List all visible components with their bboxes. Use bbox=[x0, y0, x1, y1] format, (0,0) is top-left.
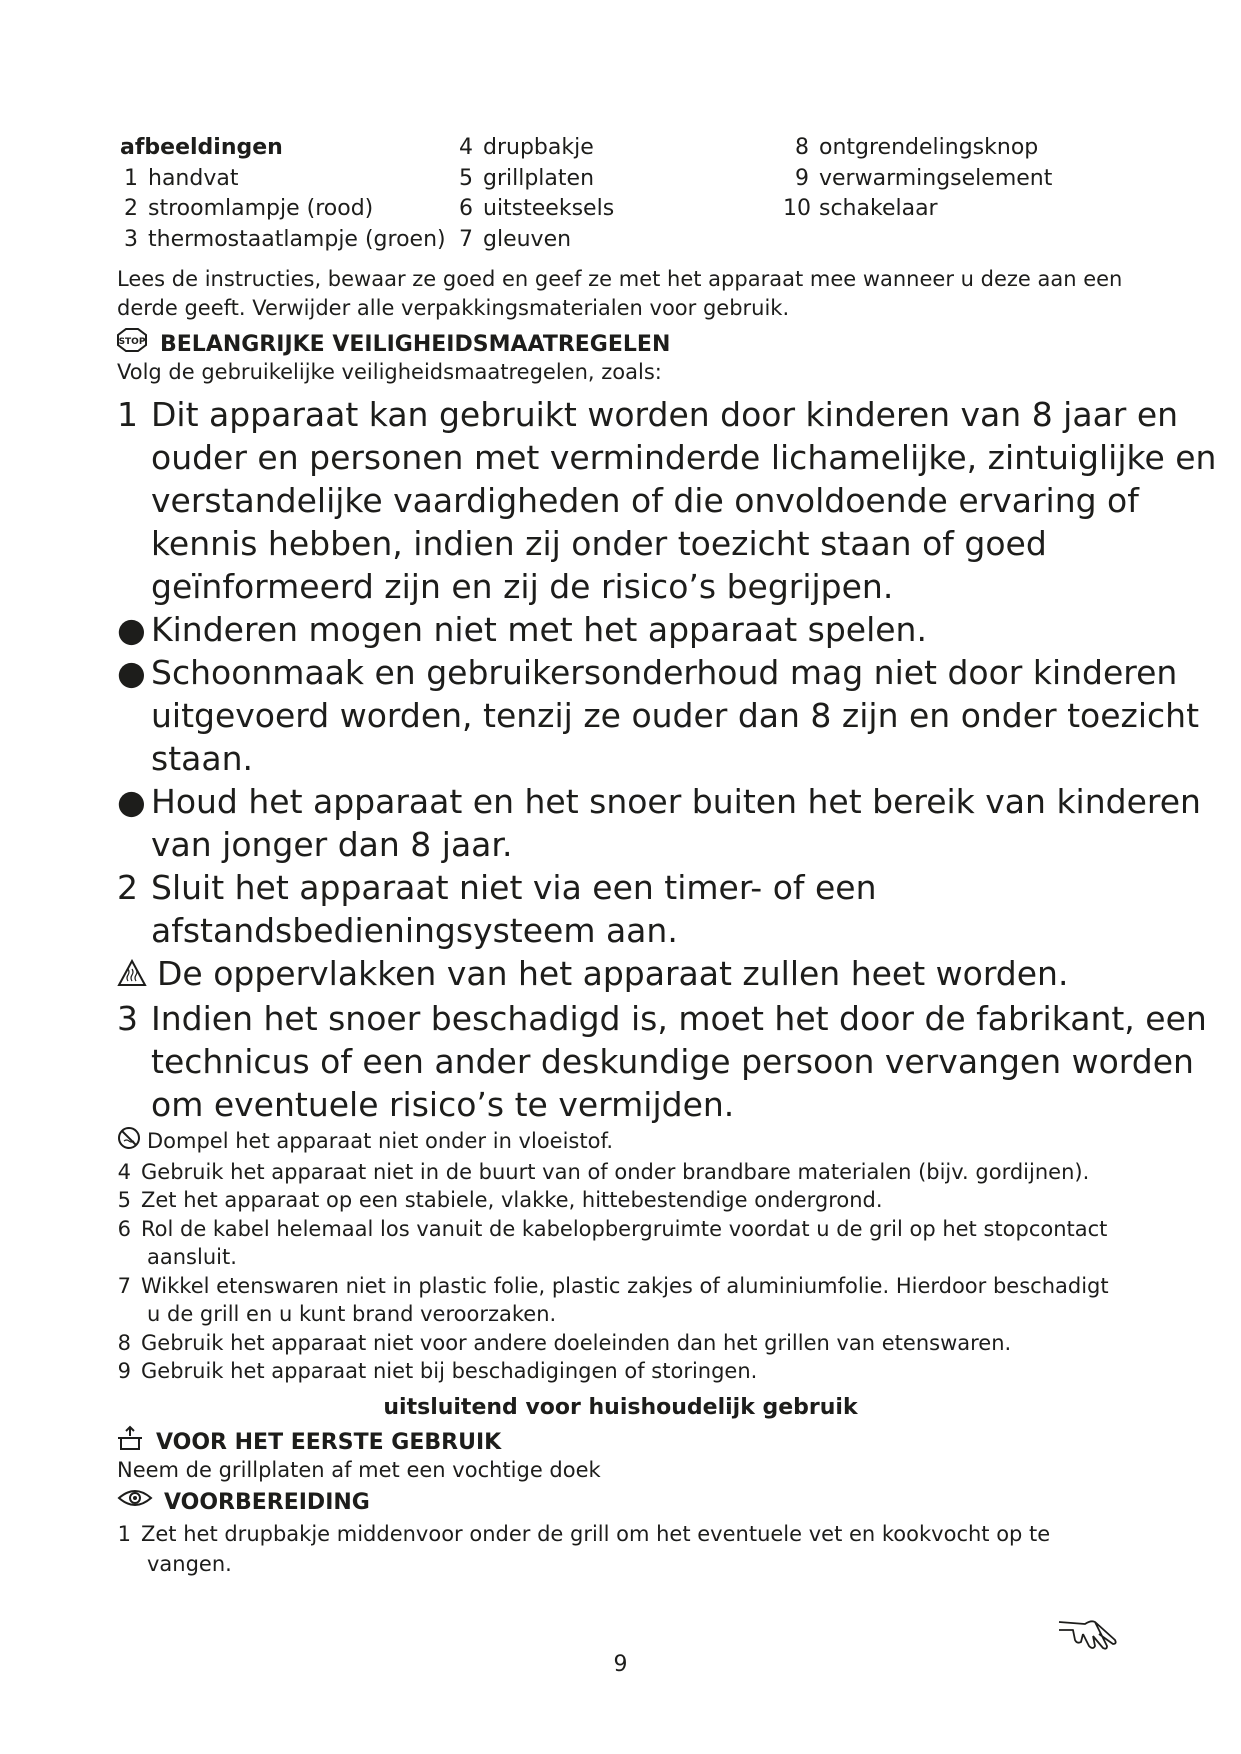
safety-item-3: 3 Indien het snoer beschadigd is, moet het door de fabrikant, een bbox=[117, 999, 1207, 1038]
figure-item: 4 drupbakje bbox=[459, 135, 594, 160]
preparation-heading-row bbox=[117, 1487, 370, 1518]
page-number: 9 bbox=[613, 1652, 628, 1677]
pointing-hand-icon bbox=[1055, 1600, 1121, 1660]
safety-line: kennis hebben, indien zij onder toezicht staan of goed bbox=[151, 524, 1047, 563]
safety-line: staan. bbox=[151, 739, 253, 778]
figure-item: 8 ontgrendelingsknop bbox=[795, 135, 1039, 160]
figure-item: 2 stroomlampje (rood) bbox=[124, 196, 374, 221]
safety-heading-row bbox=[117, 328, 670, 361]
figure-item: 9 verwarmingselement bbox=[795, 165, 1053, 191]
figure-item: 6 uitsteeksels bbox=[459, 196, 615, 221]
safety-item-6: 6 Rol de kabel helemaal los vanuit de kabelopbergruimte voordat u de gril op het stopcontact bbox=[117, 1216, 1108, 1241]
safety-item-8: 8 Gebruik het apparaat niet voor andere doeleinden dan het grillen van etenswaren. bbox=[117, 1330, 1012, 1355]
preparation-heading: VOORBEREIDING bbox=[164, 1489, 370, 1515]
bullet-icon: ● bbox=[117, 782, 146, 821]
svg-text:STOP: STOP bbox=[118, 337, 146, 347]
figures-heading: afbeeldingen bbox=[120, 135, 283, 160]
no-immerse-row: Dompel het apparaat niet onder in vloeistof. bbox=[117, 1126, 1109, 1158]
safety-line: ouder en personen met verminderde lichamelijke, zintuiglijke en bbox=[151, 438, 1217, 477]
safety-line: u de grill en u kunt brand veroorzaken. bbox=[147, 1302, 557, 1326]
safety-line: afstandsbedieningsysteem aan. bbox=[151, 911, 678, 950]
safety-item-1: 1 Dit apparaat kan gebruikt worden door kinderen van 8 jaar en bbox=[117, 395, 1179, 434]
first-use-heading: VOOR HET EERSTE GEBRUIK bbox=[156, 1429, 502, 1455]
preparation-line: vangen. bbox=[147, 1552, 232, 1576]
safety-item-5: 5 Zet het apparaat op een stabiele, vlakke, hittebestendige ondergrond. bbox=[117, 1188, 883, 1212]
figure-item: 3 thermostaatlampje (groen) bbox=[124, 226, 446, 252]
safety-bullet-3: ● Houd het apparaat en het snoer buiten het bereik van kinderen bbox=[117, 782, 1201, 821]
safety-item-7: 7 Wikkel etenswaren niet in plastic folie, plastic zakjes of aluminiumfolie. Hierdoor beschadigt bbox=[117, 1273, 1109, 1298]
hot-surface-warning: De oppervlakken van het apparaat zullen heet worden. bbox=[117, 952, 1216, 997]
intro-text bbox=[117, 265, 1122, 323]
figures-column-2 bbox=[455, 133, 614, 255]
safety-line: om eventuele risico’s te vermijden. bbox=[151, 1085, 735, 1124]
safety-item-9: 9 Gebruik het apparaat niet bij beschadigingen of storingen. bbox=[117, 1359, 758, 1383]
figures-column-3 bbox=[783, 133, 1052, 225]
intro-line: derde geeft. Verwijder alle verpakkingsmaterialen voor gebruik. bbox=[117, 296, 790, 320]
safety-item-4: 4 Gebruik het apparaat niet in de buurt van of onder brandbare materialen (bijv. gordijnen). bbox=[117, 1159, 1090, 1184]
stop-icon bbox=[117, 328, 147, 361]
no-immerse-icon bbox=[117, 1126, 147, 1158]
safety-heading: BELANGRIJKE VEILIGHEIDSMAATREGELEN bbox=[160, 331, 671, 357]
safety-bullet-2: ● Schoonmaak en gebruikersonderhoud mag niet door kinderen bbox=[117, 653, 1178, 692]
safety-small-list bbox=[117, 1126, 1109, 1386]
first-use-icon bbox=[117, 1425, 143, 1460]
first-use-text: Neem de grillplaten af met een vochtige doek bbox=[117, 1458, 601, 1482]
safety-line: geïnformeerd zijn en zij de risico’s begrijpen. bbox=[151, 567, 894, 606]
eye-icon bbox=[117, 1487, 153, 1518]
preparation-item-1: 1 Zet het drupbakje middenvoor onder de grill om het eventuele vet en kookvocht op te bbox=[117, 1522, 1051, 1546]
intro-line: Lees de instructies, bewaar ze goed en geef ze met het apparaat mee wanneer u deze aan een bbox=[117, 267, 1123, 291]
safety-subheading: Volg de gebruikelijke veiligheidsmaatregelen, zoals: bbox=[117, 360, 662, 384]
safety-line: aansluit. bbox=[147, 1245, 237, 1269]
figures-column-1 bbox=[120, 133, 446, 255]
hot-surface-warning-icon bbox=[117, 954, 157, 997]
bullet-icon: ● bbox=[117, 653, 146, 692]
safety-item-2: 2 Sluit het apparaat niet via een timer- of een bbox=[117, 868, 877, 907]
safety-line: verstandelijke vaardigheden of die onvoldoende ervaring of bbox=[151, 481, 1139, 520]
safety-line: uitgevoerd worden, tenzij ze ouder dan 8 zijn en onder toezicht bbox=[151, 696, 1200, 735]
safety-big-block bbox=[117, 393, 1216, 1126]
figure-item: 7 gleuven bbox=[459, 226, 572, 252]
figure-item: 1 handvat bbox=[124, 165, 239, 191]
safety-line: van jonger dan 8 jaar. bbox=[151, 825, 513, 864]
figure-item: 10 schakelaar bbox=[783, 196, 938, 221]
first-use-heading-row bbox=[117, 1425, 501, 1460]
safety-line: technicus of een ander deskundige persoon vervangen worden bbox=[151, 1042, 1194, 1081]
safety-bullet-1: ● Kinderen mogen niet met het apparaat spelen. bbox=[117, 610, 927, 649]
household-use-note: uitsluitend voor huishoudelijk gebruik bbox=[383, 1395, 858, 1420]
figure-item: 5 grillplaten bbox=[459, 165, 595, 191]
bullet-icon: ● bbox=[117, 610, 146, 649]
preparation-list bbox=[117, 1519, 1050, 1579]
